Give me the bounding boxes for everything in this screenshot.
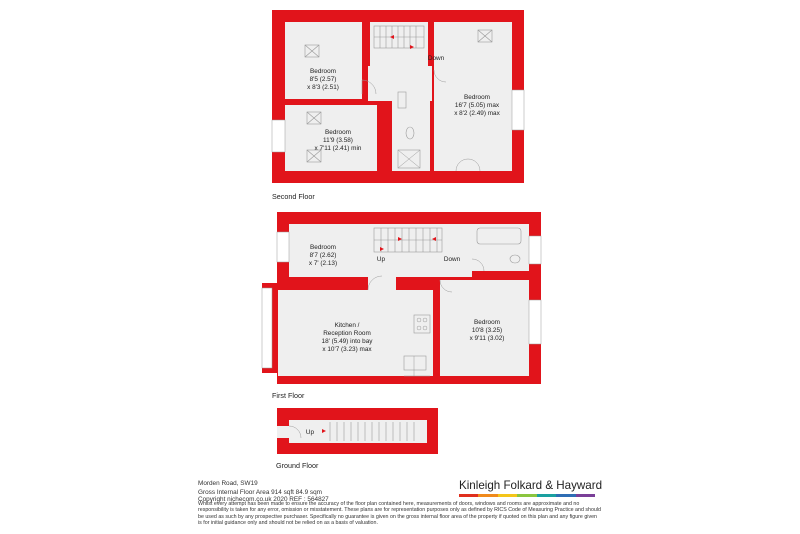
agent-logo-color-bar xyxy=(459,494,595,497)
first-floor-kitchen-neck xyxy=(368,277,396,291)
second-floor-bedroom-1-dim2: x 8'3 (2.51) xyxy=(307,84,339,91)
first-floor-bedroom-2-name: Bedroom xyxy=(474,319,500,326)
first-floor-bedroom-2-dim1: 10'8 (3.25) xyxy=(471,327,503,334)
second-floor-down-label: Down xyxy=(427,55,445,62)
second-floor-bedroom-2-name: Bedroom xyxy=(325,129,351,136)
ground-floor-plan xyxy=(277,408,438,454)
first-floor-kitchen-line1: Reception Room xyxy=(323,330,371,337)
first-floor-bedroom-1-dim1: 8'7 (2.62) xyxy=(309,252,337,259)
ground-floor-title: Ground Floor xyxy=(276,461,319,470)
first-floor-kitchen-line2: 18' (5.49) into bay xyxy=(321,338,373,345)
first-floor-landing xyxy=(368,224,472,277)
first-floor-bathroom xyxy=(472,224,529,271)
first-floor-bedroom-2-dim2: x 9'11 (3.02) xyxy=(469,335,505,342)
ground-floor-up-label: Up xyxy=(305,429,315,436)
second-floor-title: Second Floor xyxy=(272,192,315,201)
agent-logo-text: Kinleigh Folkard & Hayward xyxy=(459,479,603,492)
property-address: Morden Road, SW19 xyxy=(198,480,258,487)
second-floor-bedroom-1-dim1: 8'5 (2.57) xyxy=(309,76,337,83)
copyright-ref: Copyright nichecom.co.uk 2020 REF : 564827 xyxy=(198,496,329,503)
second-floor-bedroom-3-dim1: 16'7 (5.05) max xyxy=(454,102,500,109)
second-floor-plan xyxy=(272,10,524,183)
first-floor-kitchen-line3: x 10'7 (3.23) max xyxy=(322,346,372,353)
second-floor-bedroom-1-name: Bedroom xyxy=(310,68,336,75)
disclaimer-text: Whilst every attempt has been made to ensure the accuracy of the floor plan contained here, measurements of doors, windows and rooms are approximate and no responsibility is taken for any error, omission or misstatement. These plans are for representation purposes only as defined by RICS Code of Measuring Practice and should be used as such by any prospective purchaser. Specifically no guarantee is given on the gross internal floor area of the property if quoted on this plan and any figure given is for initial guidance only and should not be relied on as a basis of valuation. xyxy=(198,501,601,526)
first-floor-plan xyxy=(262,212,541,384)
second-floor-bedroom-3-dim2: x 8'2 (2.49) max xyxy=(454,110,500,117)
second-floor-bedroom-2-dim2: x 7'11 (2.41) min xyxy=(314,145,362,152)
floor-area: Gross Internal Floor Area 914 sqft 84.9 sqm xyxy=(198,489,322,496)
first-floor-bay-window xyxy=(262,288,272,368)
first-floor-bedroom-1-dim2: x 7' (2.13) xyxy=(308,260,338,267)
first-floor-down-label: Down xyxy=(443,256,461,263)
first-floor-kitchen-name: Kitchen / xyxy=(334,322,360,329)
first-floor-title: First Floor xyxy=(272,391,305,400)
second-floor-bedroom-3-name: Bedroom xyxy=(464,94,490,101)
second-floor-bedroom-2-dim1: 11'9 (3.58) xyxy=(323,137,353,144)
first-floor-bedroom-1-name: Bedroom xyxy=(310,244,336,251)
first-floor-up-label: Up xyxy=(376,256,386,263)
